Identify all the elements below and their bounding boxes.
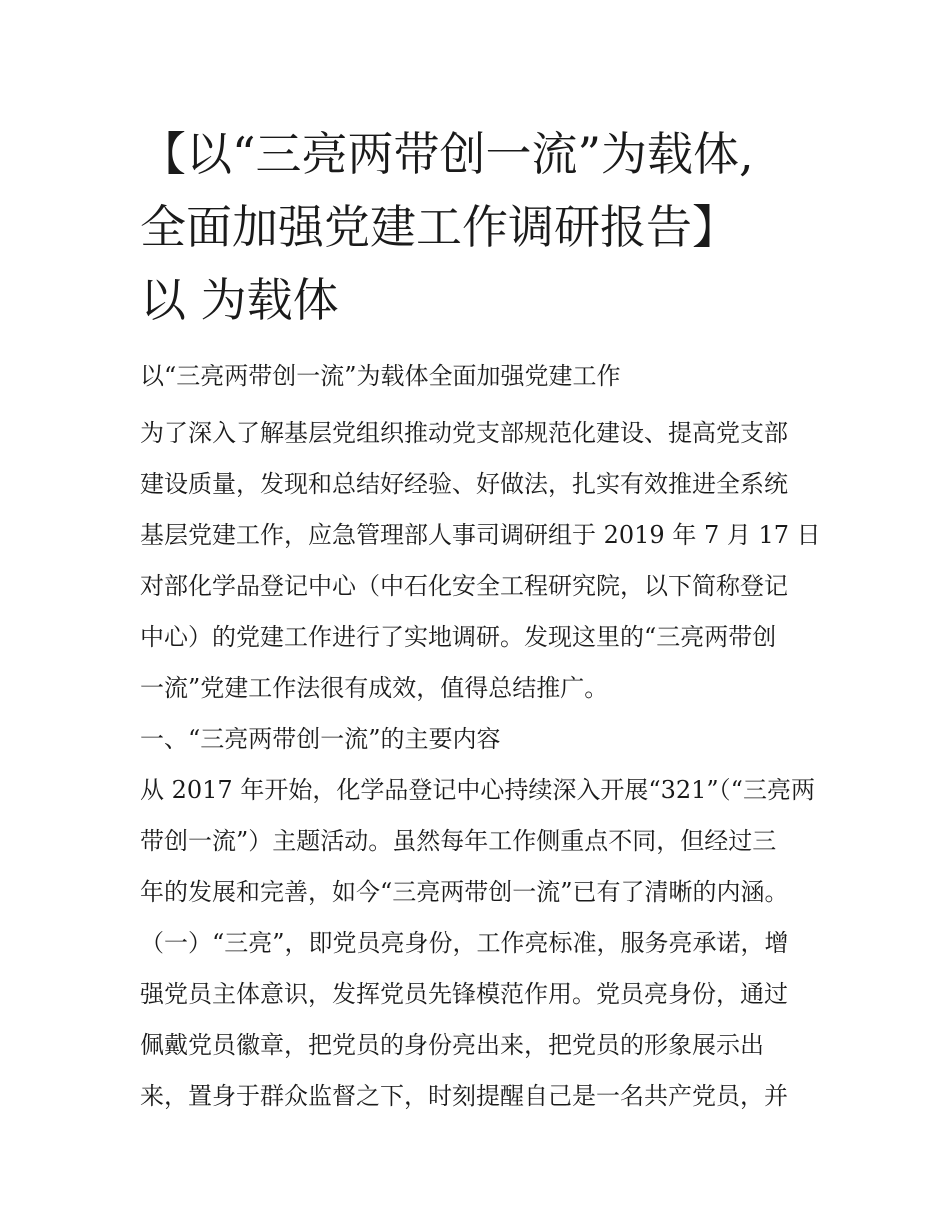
section-heading: 一、“三亮两带创一流”的主要内容	[140, 725, 501, 753]
document-body	[140, 362, 820, 1122]
title-line: 全面加强党建工作调研报告】	[140, 200, 738, 254]
body-line: （一）“三亮”，即党员亮身份，工作亮标准，服务亮承诺，增	[140, 929, 789, 957]
body-line: 带创一流”）主题活动。虽然每年工作侧重点不同，但经过三	[140, 827, 777, 855]
title-line: 【以“三亮两带创一流”为载体,	[140, 127, 754, 181]
body-line: 一流”党建工作法很有成效，值得总结推广。	[140, 674, 609, 702]
body-line: 来，置身于群众监督之下，时刻提醒自己是一名共产党员，并	[140, 1082, 788, 1110]
body-line: 对部化学品登记中心（中石化安全工程研究院，以下简称登记	[140, 572, 788, 600]
subtitle-line: 以“三亮两带创一流”为载体全面加强党建工作	[140, 362, 621, 390]
document-title	[140, 118, 820, 337]
body-line: 中心）的党建工作进行了实地调研。发现这里的“三亮两带创	[140, 623, 777, 651]
body-line: 基层党建工作，应急管理部人事司调研组于 2019 年 7 月 17 日	[140, 521, 821, 549]
body-line: 年的发展和完善，如今“三亮两带创一流”已有了清晰的内涵。	[140, 878, 789, 906]
body-line: 从 2017 年开始，化学品登记中心持续深入开展“321”（“三亮两	[140, 776, 815, 804]
body-line: 建设质量，发现和总结好经验、好做法，扎实有效推进全系统	[140, 470, 788, 498]
title-line: 以 为载体	[140, 273, 339, 327]
body-line: 佩戴党员徽章，把党员的身份亮出来，把党员的形象展示出	[140, 1031, 764, 1059]
body-line: 强党员主体意识，发挥党员先锋模范作用。党员亮身份，通过	[140, 980, 788, 1008]
body-line: 为了深入了解基层党组织推动党支部规范化建设、提高党支部	[140, 419, 788, 447]
